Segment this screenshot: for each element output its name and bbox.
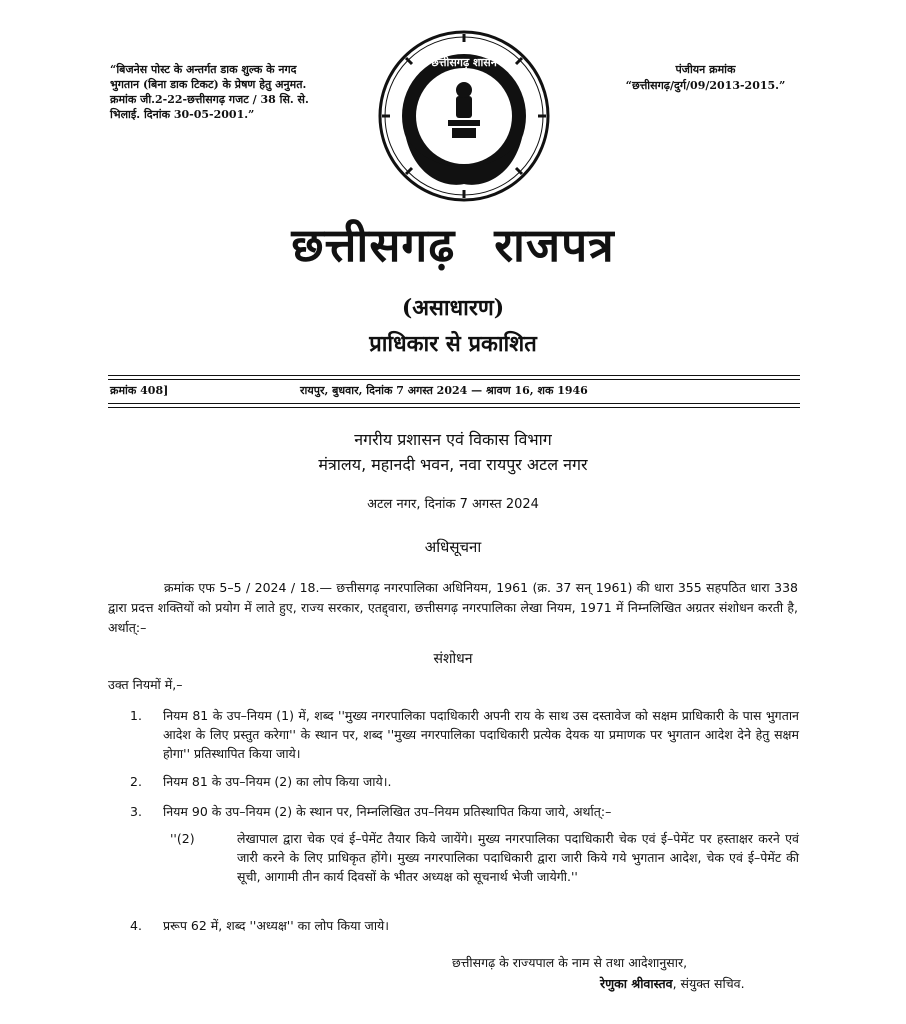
notification-title: अधिसूचना <box>424 538 482 556</box>
divider-bottom-double <box>108 407 800 408</box>
signatory-designation: , संयुक्त सचिव. <box>672 976 745 991</box>
item-number: 1. <box>130 708 142 723</box>
gazette-title: छत्तीसगढ़ राजपत्र <box>291 218 615 272</box>
item-number: 4. <box>130 918 142 933</box>
sub-rule-text: लेखापाल द्वारा चेक एवं ई–पेमेंट तैयार किये जायेंगे। मुख्य नगरपालिका पदाधिकारी चेक एवं ई–पेमेंट पर हस्ताक्षर करने एवं जारी करने के लिए प्राधिकृत होंगे। मुख्य नगरपालिका पदाधिकारी द्वारा जारी किये गये भुगतान आदेश, चेक एवं ई–पेमेंट की सूची, आगामी तीन कार्य दिवसों के भीतर अध्यक्ष को सूचनार्थ भेजी जायेगी.'' <box>237 831 799 884</box>
signature-block <box>600 975 745 992</box>
registration-label: पंजीयन क्रमांक <box>675 63 736 76</box>
item-number: 3. <box>130 804 142 819</box>
state-emblem <box>376 28 552 204</box>
item-number: 2. <box>130 774 142 789</box>
issue-dateline: रायपुर, बुधवार, दिनांक 7 अगस्त 2024 — श्रावण 16, शक 1946 <box>300 384 588 397</box>
item-text: प्ररूप 62 में, शब्द ''अध्यक्ष'' का लोप किया जाये। <box>163 918 390 933</box>
divider-top-double <box>108 379 800 380</box>
sub-rule-number: ''(2) <box>170 831 195 846</box>
item-text: नियम 81 के उप–नियम (2) का लोप किया जाये।. <box>163 774 392 789</box>
svg-text:छत्तीसगढ़ शासन: छत्तीसगढ़ शासन <box>431 56 497 69</box>
divider-top <box>108 375 800 376</box>
registration-number: “छत्तीसगढ़/दुर्ग/09/2013-2015.” <box>625 79 786 92</box>
signature-authority-line: छत्तीसगढ़ के राज्यपाल के नाम से तथा आदेशानुसार, <box>452 955 688 970</box>
svg-text:सत्यमेव जयते: सत्यमेव जयते <box>449 155 479 162</box>
signatory-name: रेणुका श्रीवास्तव <box>600 976 673 991</box>
item-text: नियम 90 के उप–नियम (2) के स्थान पर, निम्नलिखित उप–नियम प्रतिस्थापित किया जाये, अर्थात्:– <box>163 804 612 819</box>
registration-block <box>603 62 808 94</box>
amendment-title: संशोधन <box>433 651 473 667</box>
main-paragraph: क्रमांक एफ 5–5 / 2024 / 18.— छत्तीसगढ़ नगरपालिका अधिनियम, 1961 (क्र. 37 सन् 1961) की धारा 355 सहपठित धारा 338 द्वारा प्रदत्त शक्तियों को प्रयोग में लाते हुए, राज्य सरकार, एतद्द्वारा, छत्तीसगढ़ नगरपालिका लेखा नियम, 1971 में निम्नलिखित अग्रतर संशोधन करती है, अर्थात्:– <box>108 580 798 635</box>
item-text: नियम 81 के उप–नियम (1) में, शब्द ''मुख्य नगरपालिका पदाधिकारी अपनी राय के साथ उस दस्तावेज को सक्षम प्राधिकारी के पास भुगतान आदेश के लिए प्रस्तुत करेगा'' के स्थान पर, शब्द ''मुख्य नगरपालिका पदाधिकारी प्रत्येक देयक या प्रमाणक पर भुगतान आदेश देने हेतु सक्षम होगा'' प्रतिस्थापित किया जाये। <box>163 708 799 761</box>
amendment-intro: उक्त नियमों में,– <box>108 677 183 692</box>
gazette-subtitle: (असाधारण) <box>401 295 505 321</box>
issue-number: क्रमांक 408] <box>110 384 169 397</box>
department-name: नगरीय प्रशासन एवं विकास विभाग <box>354 430 552 449</box>
published-by-authority: प्राधिकार से प्रकाशित <box>369 331 537 357</box>
divider-bottom <box>108 403 800 404</box>
department-address: मंत्रालय, महानदी भवन, नवा रायपुर अटल नगर <box>318 455 588 474</box>
notification-date: अटल नगर, दिनांक 7 अगस्त 2024 <box>367 497 539 512</box>
postal-permit-note: “बिजनेस पोस्ट के अन्तर्गत डाक शुल्क के नगद भुगतान (बिना डाक टिकट) के प्रेषण हेतु अनुमत. क्रमांक जी.2-22-छत्तीसगढ़ गजट / 38 सि. से. भिलाई. दिनांक 30-05-2001.” <box>110 63 309 121</box>
emblem-seal-icon <box>376 28 552 204</box>
